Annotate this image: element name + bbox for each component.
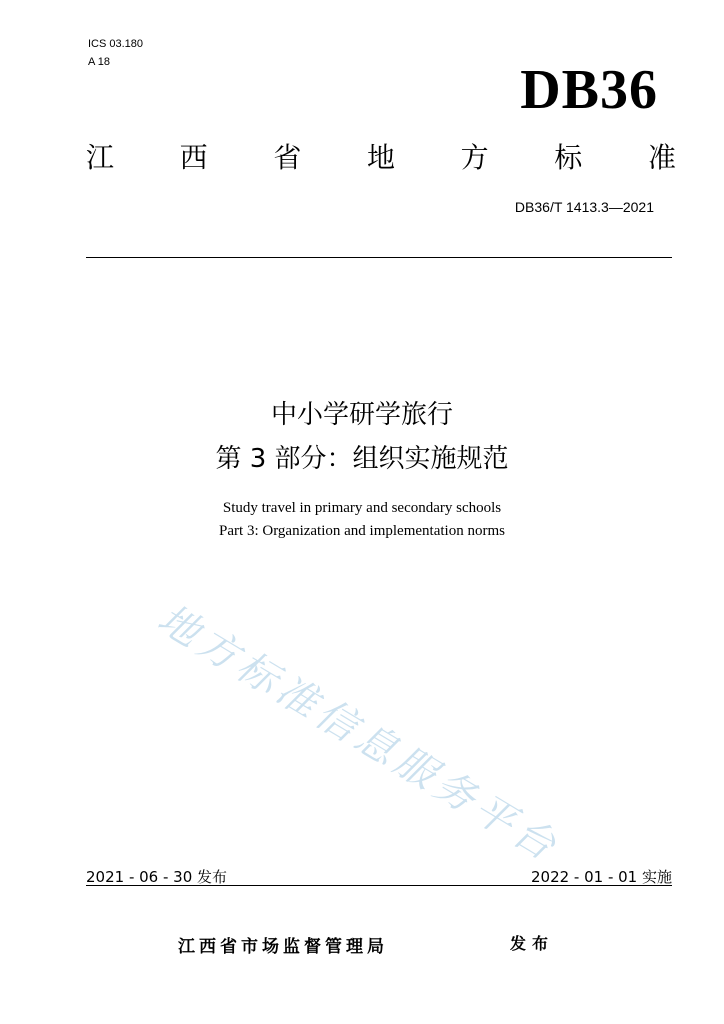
standard-type-char: 西: [179, 141, 208, 174]
standard-type-char: 地: [366, 141, 395, 174]
title-zh-line1: 中小学研学旅行: [270, 400, 453, 430]
watermark: 地方标准信息服务平台: [149, 595, 568, 873]
standard-type-char: 标: [554, 141, 583, 174]
publish-label: 发布: [510, 934, 555, 953]
standard-type-char: 方: [460, 141, 489, 174]
classification-code: A 18: [88, 56, 111, 68]
issue-date: 2021 - 06 - 30 发布: [86, 868, 228, 886]
standard-type-char: 准: [647, 141, 676, 174]
standard-number: DB36/T 1413.3—2021: [514, 199, 654, 215]
title-en-line2: Part 3: Organization and implementation norms: [219, 523, 505, 539]
standard-type: [86, 141, 676, 174]
issuing-authority: 江西省市场监督管理局: [178, 937, 388, 957]
title-zh-line2: 第 3 部分：组织实施规范: [215, 444, 509, 474]
title-en-line1: Study travel in primary and secondary schools: [222, 500, 502, 516]
standard-type-char: 江: [86, 141, 115, 174]
bottom-divider: [86, 885, 672, 886]
ics-code: ICS 03.180: [88, 38, 144, 50]
standard-type-char: 省: [273, 141, 302, 174]
implementation-date: 2022 - 01 - 01 实施: [530, 868, 672, 886]
standard-code: DB36: [520, 59, 658, 121]
top-divider: [86, 257, 672, 258]
